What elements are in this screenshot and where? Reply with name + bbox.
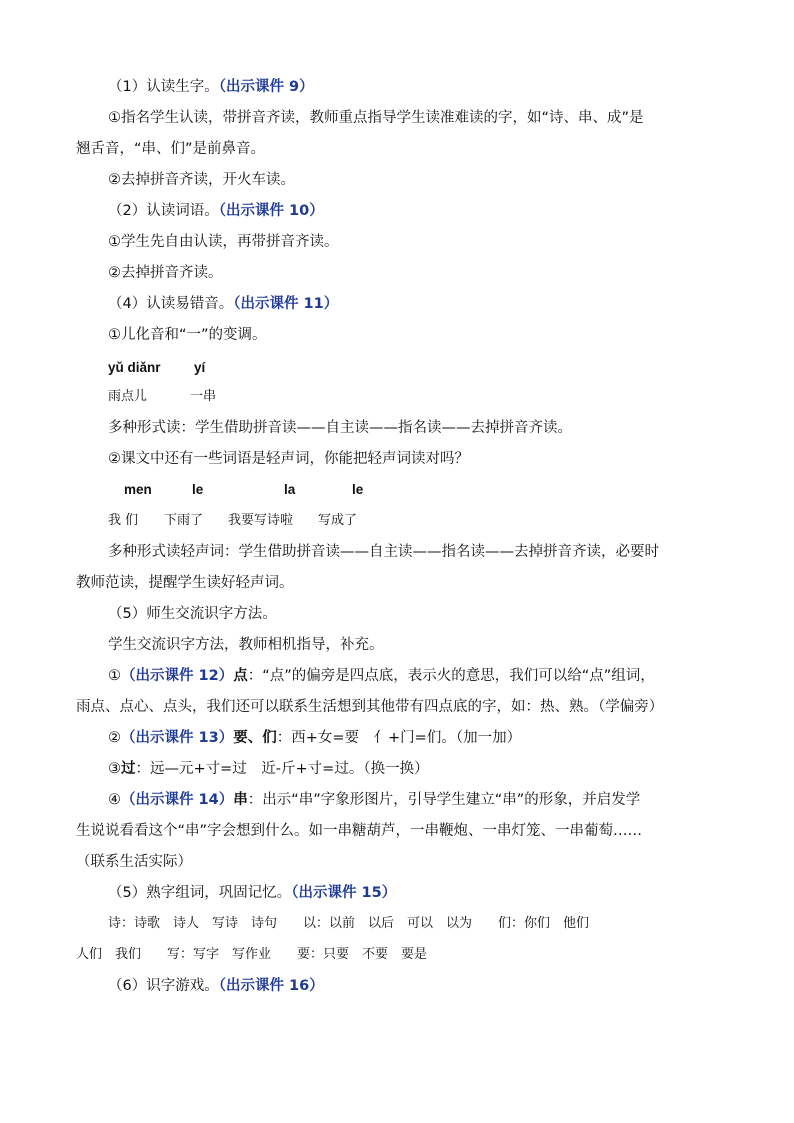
- paragraph-line: 生说说看看这个“串”字会想到什么。如一串糖葫芦，一串鞭炮、一串灯笼、一串葡萄……: [76, 823, 643, 839]
- word-list-row: 诗：诗歌 诗人 写诗 诗句 以：以前 以后 可以 以为 们：你们 他们: [108, 916, 590, 931]
- method-item-yao-men: ②（出示课件 13）要、们：西+女=要 亻+门=们。（加一加）: [108, 730, 522, 746]
- paragraph-line: ②去掉拼音齐读，开火车读。: [108, 172, 295, 188]
- courseware-link: （出示课件 13）: [121, 730, 234, 746]
- paragraph-line: 翘舌音，“串、们”是前鼻音。: [76, 141, 266, 157]
- courseware-link: （出示课件 14）: [121, 792, 234, 808]
- section-literacy-game: （6）识字游戏。（出示课件 16）: [108, 978, 324, 994]
- courseware-link: （出示课件 10）: [218, 203, 324, 219]
- section-literacy-methods: （5）师生交流识字方法。: [108, 606, 277, 622]
- word-list-row: 人们 我们 写：写字 写作业 要：只要 不要 要是: [76, 947, 428, 962]
- paragraph-line: ②去掉拼音齐读。: [108, 265, 223, 281]
- courseware-link: （出示课件 16）: [218, 978, 324, 994]
- paragraph-line: ①学生先自由认读，再带拼音齐读。: [108, 234, 339, 250]
- paragraph-line: 教师范读，提醒学生读好轻声词。: [76, 575, 294, 591]
- method-item-chuan: ④（出示课件 14）串：出示“串”字象形图片，引导学生建立“串”的形象，并启发学: [108, 792, 641, 808]
- paragraph-line: 雨点、点心、点头，我们还可以联系生活想到其他带有四点底的字，如：热、熟。（学偏旁）: [76, 699, 664, 715]
- paragraph-line: 学生交流识字方法，教师相机指导，补充。: [108, 637, 384, 653]
- paragraph-line: ②课文中还有一些词语是轻声词，你能把轻声词读对吗？: [108, 451, 469, 467]
- method-item-guo: ③过：远—元+寸=过 近-斤+寸=过。（换一换）: [108, 761, 429, 777]
- paragraph-line: ①指名学生认读，带拼音齐读，教师重点指导学生读准难读的字，如“诗、串、成”是: [108, 110, 644, 126]
- courseware-link: （出示课件 15）: [291, 885, 397, 901]
- word-row: 我 们 下雨了 我要写诗啦 写成了: [108, 513, 358, 528]
- courseware-link: （出示课件 9）: [218, 79, 314, 95]
- paragraph-line: （联系生活实际）: [76, 854, 192, 870]
- pinyin-row: yǔ diǎnr yí: [108, 360, 206, 375]
- section-recognize-characters: （1）认读生字。（出示课件 9）: [108, 79, 314, 95]
- paragraph-line: ①儿化音和“一”的变调。: [108, 327, 267, 343]
- courseware-link: （出示课件 11）: [233, 296, 339, 312]
- paragraph-line: 多种形式读：学生借助拼音读——自主读——指名读——去掉拼音齐读。: [108, 420, 572, 436]
- section-error-prone-sounds: （4）认读易错音。（出示课件 11）: [108, 296, 339, 312]
- section-word-building: （5）熟字组词，巩固记忆。（出示课件 15）: [108, 885, 397, 901]
- courseware-link: （出示课件 12）: [121, 668, 234, 684]
- section-recognize-words: （2）认读词语。（出示课件 10）: [108, 203, 324, 219]
- pinyin-row: men le la le: [124, 482, 364, 497]
- method-item-dian: ①（出示课件 12）点：“点”的偏旁是四点底，表示火的意思，我们可以给“点”组词，: [108, 668, 655, 684]
- word-row: 雨点儿 一串: [108, 389, 217, 404]
- paragraph-line: 多种形式读轻声词：学生借助拼音读——自主读——指名读——去掉拼音齐读，必要时: [108, 544, 659, 560]
